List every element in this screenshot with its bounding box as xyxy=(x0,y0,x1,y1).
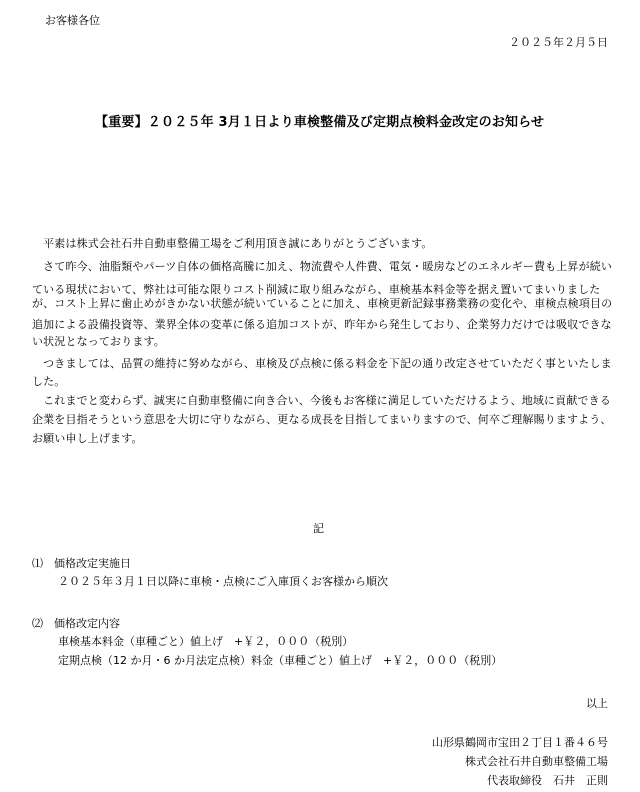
ijou-marker: 以上 xyxy=(586,697,608,710)
document-title: 【重要】２０２５年 3月１日より車検整備及び定期点検料金改定のお知らせ xyxy=(95,115,545,130)
sender-address: 山形県鶴岡市宝田２丁目１番４６号 xyxy=(432,736,608,749)
body-line: つきましては、品質の維持に努めながら、車検及び点検に係る料金を下記の通り改定させていただく事といたしま xyxy=(32,357,612,370)
body-line: 平素は株式会社石井自動車整備工場をご利用頂き誠にありがとうございます。 xyxy=(32,237,433,250)
section2-heading: ⑵ 価格改定内容 xyxy=(32,617,120,630)
body-line: 企業を目指そうという意思を大切に守りながら、更なる成長を目指してまいりますので、何卒ご理解賜りますよう、 xyxy=(32,413,612,426)
body-line: が、コスト上昇に歯止めがきかない状態が続いていることに加え、車検更新記録事務業務の変化や、車検点検項目の xyxy=(32,297,613,310)
body-line: ている現状において、弊社は可能な限りコスト削減に取り組みながら、車検基本料金等を据え置いてまいりました xyxy=(32,283,601,296)
section2-line-basic-fee: 車検基本料金（車種ごと）値上げ +￥２，０００（税別） xyxy=(58,635,354,648)
section2-line-inspection-fee: 定期点検（12 か月・6 か月法定点検）料金（車種ごと）値上げ +￥２，０００（税別） xyxy=(58,654,503,667)
body-line: これまでと変わらず、誠実に自動車整備に向き合い、今後もお客様に満足していただけるよう、地域に貢献できる xyxy=(32,394,611,407)
body-line: 追加による設備投資等、業界全体の変革に係る追加コストが、昨年から発生しており、企業努力だけでは吸収できな xyxy=(32,318,612,331)
body-line: い状況となっております。 xyxy=(32,335,165,348)
ki-marker: 記 xyxy=(313,522,324,535)
document-date: ２０２５年２月５日 xyxy=(509,36,608,49)
body-line: さて昨今、油脂類やパーツ自体の価格高騰に加え、物流費や人件費、電気・暖房などのエネルギー費も上昇が続い xyxy=(32,260,613,273)
sender-representative: 代表取締役 石井 正則 xyxy=(487,774,608,787)
body-line: お願い申し上げます。 xyxy=(32,432,143,445)
body-line: した。 xyxy=(32,375,66,388)
sender-company: 株式会社石井自動車整備工場 xyxy=(465,755,608,768)
addressee: お客様各位 xyxy=(45,14,100,27)
section1-line: ２０２５年３月１日以降に車検・点検にご入庫頂くお客様から順次 xyxy=(58,575,388,588)
section1-heading: ⑴ 価格改定実施日 xyxy=(32,557,131,570)
